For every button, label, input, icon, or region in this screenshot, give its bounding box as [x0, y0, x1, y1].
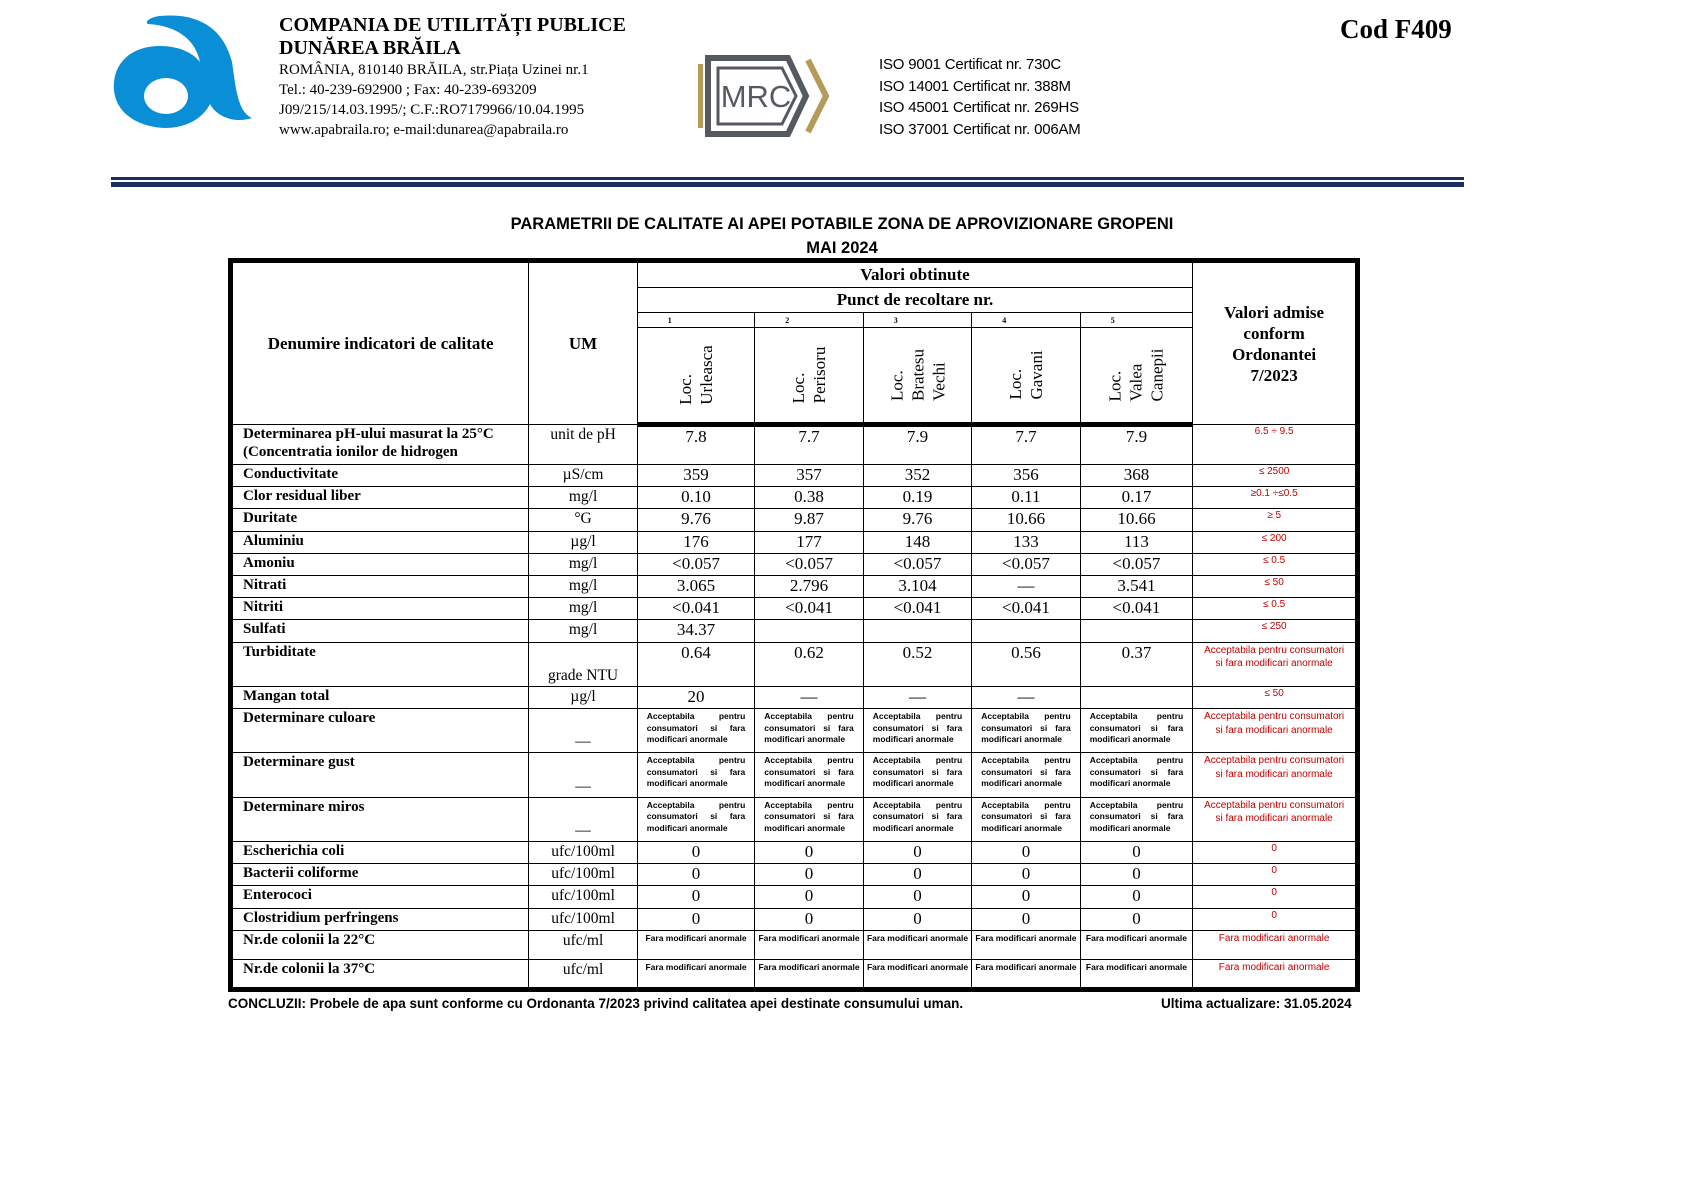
value-point-4: 0 — [972, 886, 1080, 908]
value-point-4: 0 — [972, 842, 1080, 864]
location-label-line: Bratesu — [908, 349, 927, 401]
mrc-logo-text: MRC — [720, 79, 792, 114]
indicator-name: Sulfati — [231, 620, 529, 642]
point-number-4: 4 — [972, 313, 1080, 328]
admitted-value: Acceptabila pentru consumatori si fara modificari anormale — [1193, 642, 1358, 686]
value-point-4: 356 — [972, 465, 1080, 487]
unit-of-measure: ufc/ml — [529, 960, 637, 990]
location-label-line: Loc. — [887, 370, 906, 401]
admitted-value: Fara modificari anormale — [1193, 960, 1358, 990]
value-point-1: 0 — [637, 886, 755, 908]
value-point-1: Acceptabila pentru consumatori si fara modificari anormale — [637, 797, 755, 841]
value-point-1: 9.76 — [637, 509, 755, 531]
value-point-4: — — [972, 575, 1080, 597]
value-point-5: 113 — [1080, 531, 1193, 553]
location-label-line: Loc. — [1105, 370, 1125, 402]
value-point-1: 7.8 — [637, 425, 755, 465]
location-label-line: Gavani — [1026, 350, 1046, 400]
title-line-2: MAI 2024 — [806, 239, 878, 257]
location-label — [886, 349, 949, 401]
company-info — [279, 14, 699, 140]
iso-14001: ISO 14001 Certificat nr. 388M — [879, 77, 1071, 95]
table-row — [231, 908, 1358, 930]
table-row — [231, 509, 1358, 531]
um-column-header: UM — [529, 261, 637, 425]
value-point-1: 34.37 — [637, 620, 755, 642]
value-point-5: 0.37 — [1080, 642, 1193, 686]
unit-of-measure: mg/l — [529, 553, 637, 575]
indicator-name: Nitrati — [231, 575, 529, 597]
table-row — [231, 553, 1358, 575]
value-point-3: <0.057 — [863, 553, 971, 575]
value-point-5: 0 — [1080, 842, 1193, 864]
iso-9001: ISO 9001 Certificat nr. 730C — [879, 56, 1061, 73]
value-point-3: 0.19 — [863, 487, 971, 509]
indicator-name: Conductivitate — [231, 465, 529, 487]
last-update-text: Ultima actualizare: 31.05.2024 — [1161, 996, 1352, 1011]
indicator-name: Bacterii coliforme — [231, 864, 529, 886]
value-point-3: Fara modificari anormale — [863, 960, 971, 990]
indicator-name: Nr.de colonii la 37°C — [231, 960, 529, 990]
location-label-line: Canepii — [1147, 348, 1167, 402]
value-point-5: <0.041 — [1080, 598, 1193, 620]
location-label-line: Loc. — [1005, 368, 1025, 400]
value-point-1: <0.041 — [637, 598, 755, 620]
indicator-name: Escherichia coli — [231, 842, 529, 864]
table-row — [231, 642, 1358, 686]
unit-of-measure: ufc/100ml — [529, 842, 637, 864]
table-row — [231, 797, 1358, 841]
location-label — [1105, 349, 1168, 402]
unit-of-measure: mg/l — [529, 598, 637, 620]
unit-of-measure: — — [529, 709, 637, 753]
value-point-4: <0.041 — [972, 598, 1080, 620]
value-point-5: 368 — [1080, 465, 1193, 487]
value-point-4: Fara modificari anormale — [972, 930, 1080, 960]
indicator-name: Determinare culoare — [231, 709, 529, 753]
unit-of-measure: °G — [529, 509, 637, 531]
value-point-2: 357 — [755, 465, 863, 487]
value-point-2: 0 — [755, 842, 863, 864]
indicator-name: Mangan total — [231, 686, 529, 708]
form-code: Cod F409 — [1340, 14, 1452, 44]
value-point-5: Fara modificari anormale — [1080, 960, 1193, 990]
value-point-5: 7.9 — [1080, 425, 1193, 465]
admitted-value: ≤ 50 — [1193, 686, 1358, 708]
indicator-name: Determinarea pH-ului masurat la 25°C (Concentratia ionilor de hidrogen — [231, 425, 529, 465]
value-point-1: Fara modificari anormale — [637, 960, 755, 990]
location-label-line: Loc. — [676, 374, 696, 405]
indicator-name: Amoniu — [231, 553, 529, 575]
unit-of-measure: mg/l — [529, 620, 637, 642]
table-row — [231, 753, 1358, 797]
company-name: COMPANIA DE UTILITĂȚI PUBLICE — [279, 14, 626, 36]
value-point-4: Acceptabila pentru consumatori si fara modificari anormale — [972, 797, 1080, 841]
value-point-2: Fara modificari anormale — [755, 960, 863, 990]
admitted-value: 0 — [1193, 842, 1358, 864]
value-point-3 — [863, 620, 971, 642]
indicator-column-header: Denumire indicatori de calitate — [231, 261, 529, 425]
value-point-2: Acceptabila pentru consumatori si fara modificari anormale — [755, 709, 863, 753]
company-name-city: DUNĂREA BRĂILA — [279, 37, 461, 59]
value-point-3: Acceptabila pentru consumatori si fara modificari anormale — [863, 709, 971, 753]
unit-of-measure: mg/l — [529, 575, 637, 597]
value-point-3: 0 — [863, 842, 971, 864]
sampling-points-header: Punct de recoltare nr. — [637, 288, 1192, 313]
unit-of-measure: µS/cm — [529, 465, 637, 487]
admitted-value: ≤ 50 — [1193, 575, 1358, 597]
value-point-1: 3.065 — [637, 575, 755, 597]
unit-of-measure: ufc/100ml — [529, 886, 637, 908]
value-point-2: 0.62 — [755, 642, 863, 686]
value-point-2: 7.7 — [755, 425, 863, 465]
quality-parameters-table — [228, 258, 1360, 992]
admitted-value: ≤ 200 — [1193, 531, 1358, 553]
value-point-2: 9.87 — [755, 509, 863, 531]
location-label — [788, 347, 830, 404]
value-point-1: Fara modificari anormale — [637, 930, 755, 960]
value-point-5: 0 — [1080, 864, 1193, 886]
value-point-4: 7.7 — [972, 425, 1080, 465]
company-phone: Tel.: 40-239-692900 ; Fax: 40-239-693209 — [279, 82, 537, 98]
header-divider — [111, 177, 1464, 180]
unit-of-measure: ufc/ml — [529, 930, 637, 960]
value-point-4 — [972, 620, 1080, 642]
document-title — [0, 212, 1684, 260]
table-row — [231, 575, 1358, 597]
value-point-2: <0.057 — [755, 553, 863, 575]
value-point-5: 0.17 — [1080, 487, 1193, 509]
unit-of-measure: µg/l — [529, 531, 637, 553]
location-label-line: Valea — [1126, 363, 1146, 402]
value-point-4: Fara modificari anormale — [972, 960, 1080, 990]
value-point-2: Acceptabila pentru consumatori si fara modificari anormale — [755, 797, 863, 841]
iso-37001: ISO 37001 Certificat nr. 006AM — [879, 120, 1081, 138]
value-point-2: 0.38 — [755, 487, 863, 509]
unit-of-measure: grade NTU — [529, 642, 637, 686]
table-row — [231, 709, 1358, 753]
indicator-name: Nr.de colonii la 22°C — [231, 930, 529, 960]
value-point-4: — — [972, 686, 1080, 708]
location-label-line: Vechi — [929, 362, 948, 401]
point-number-2: 2 — [755, 313, 863, 328]
unit-of-measure: µg/l — [529, 686, 637, 708]
value-point-3: Fara modificari anormale — [863, 930, 971, 960]
value-point-1: 359 — [637, 465, 755, 487]
company-logo — [112, 14, 252, 130]
value-point-3: 0 — [863, 908, 971, 930]
values-obtained-header: Valori obtinute — [637, 261, 1192, 288]
value-point-3: — — [863, 686, 971, 708]
header-divider-thick — [111, 182, 1464, 187]
value-point-1: 176 — [637, 531, 755, 553]
value-point-1: 0 — [637, 908, 755, 930]
admitted-value: ≥0.1 ÷≤0.5 — [1193, 487, 1358, 509]
value-point-1: Acceptabila pentru consumatori si fara modificari anormale — [637, 753, 755, 797]
value-point-2: 0 — [755, 886, 863, 908]
unit-of-measure: unit de pH — [529, 425, 637, 465]
value-point-1: 0 — [637, 842, 755, 864]
value-point-3: 0 — [863, 864, 971, 886]
value-point-2: 0 — [755, 864, 863, 886]
admitted-value: ≤ 250 — [1193, 620, 1358, 642]
location-label — [675, 345, 717, 404]
indicator-name: Nitriti — [231, 598, 529, 620]
point-location-1 — [637, 328, 755, 425]
value-point-5: 10.66 — [1080, 509, 1193, 531]
title-line-1: PARAMETRII DE CALITATE AI APEI POTABILE ZONA DE APROVIZIONARE GROPENI — [510, 215, 1174, 233]
value-point-4: Acceptabila pentru consumatori si fara modificari anormale — [972, 709, 1080, 753]
value-point-5: Acceptabila pentru consumatori si fara modificari anormale — [1080, 709, 1193, 753]
value-point-1: 20 — [637, 686, 755, 708]
table-row — [231, 930, 1358, 960]
iso-45001: ISO 45001 Certificat nr. 269HS — [879, 99, 1079, 116]
table-row — [231, 465, 1358, 487]
value-point-3: 3.104 — [863, 575, 971, 597]
indicator-name: Enterococi — [231, 886, 529, 908]
table-row — [231, 487, 1358, 509]
value-point-1: 0.64 — [637, 642, 755, 686]
value-point-4: 0 — [972, 908, 1080, 930]
value-point-2: 2.796 — [755, 575, 863, 597]
admitted-value: ≤ 0.5 — [1193, 553, 1358, 575]
unit-of-measure: ufc/100ml — [529, 864, 637, 886]
indicator-name: Determinare gust — [231, 753, 529, 797]
table-row — [231, 842, 1358, 864]
value-point-3: 9.76 — [863, 509, 971, 531]
value-point-3: 0.52 — [863, 642, 971, 686]
point-number-5: 5 — [1080, 313, 1193, 328]
company-registration: J09/215/14.03.1995/; C.F.:RO7179966/10.04.1995 — [279, 102, 585, 118]
admitted-value: ≤ 0.5 — [1193, 598, 1358, 620]
admitted-value: 6.5 ÷ 9.5 — [1193, 425, 1358, 465]
point-location-3 — [863, 328, 971, 425]
point-number-3: 3 — [863, 313, 971, 328]
table-row — [231, 960, 1358, 990]
value-point-2: — — [755, 686, 863, 708]
value-point-2: Acceptabila pentru consumatori si fara modificari anormale — [755, 753, 863, 797]
indicator-name: Clor residual liber — [231, 487, 529, 509]
unit-of-measure: ufc/100ml — [529, 908, 637, 930]
value-point-4: 133 — [972, 531, 1080, 553]
value-point-5: Acceptabila pentru consumatori si fara modificari anormale — [1080, 753, 1193, 797]
value-point-3: <0.041 — [863, 598, 971, 620]
admitted-value: 0 — [1193, 886, 1358, 908]
admitted-value: ≤ 2500 — [1193, 465, 1358, 487]
value-point-3: 7.9 — [863, 425, 971, 465]
value-point-5 — [1080, 620, 1193, 642]
admitted-value: 0 — [1193, 864, 1358, 886]
value-point-1: <0.057 — [637, 553, 755, 575]
indicator-name: Clostridium perfringens — [231, 908, 529, 930]
value-point-5: 0 — [1080, 886, 1193, 908]
value-point-1: 0.10 — [637, 487, 755, 509]
admitted-value: Acceptabila pentru consumatori si fara modificari anormale — [1193, 753, 1358, 797]
company-web: www.apabraila.ro; e-mail:dunarea@apabraila.ro — [279, 122, 569, 138]
point-number-1: 1 — [637, 313, 755, 328]
iso-certifications — [879, 54, 1081, 140]
location-label-line: Loc. — [789, 372, 809, 404]
admitted-value: Fara modificari anormale — [1193, 930, 1358, 960]
value-point-5 — [1080, 686, 1193, 708]
value-point-3: Acceptabila pentru consumatori si fara modificari anormale — [863, 797, 971, 841]
value-point-2 — [755, 620, 863, 642]
value-point-2: 0 — [755, 908, 863, 930]
conclusion-text: CONCLUZII: Probele de apa sunt conforme cu Ordonanta 7/2023 privind calitatea apei destinate consumului uman. — [228, 996, 964, 1011]
value-point-4: Acceptabila pentru consumatori si fara modificari anormale — [972, 753, 1080, 797]
table-row — [231, 620, 1358, 642]
admitted-value: Acceptabila pentru consumatori si fara modificari anormale — [1193, 797, 1358, 841]
value-point-5: <0.057 — [1080, 553, 1193, 575]
value-point-1: Acceptabila pentru consumatori si fara modificari anormale — [637, 709, 755, 753]
value-point-5: Fara modificari anormale — [1080, 930, 1193, 960]
indicator-name: Determinare miros — [231, 797, 529, 841]
value-point-5: Acceptabila pentru consumatori si fara modificari anormale — [1080, 797, 1193, 841]
indicator-name: Aluminiu — [231, 531, 529, 553]
point-location-5 — [1080, 328, 1193, 425]
value-point-1: 0 — [637, 864, 755, 886]
value-point-4: 10.66 — [972, 509, 1080, 531]
value-point-5: 0 — [1080, 908, 1193, 930]
value-point-2: 177 — [755, 531, 863, 553]
value-point-2: Fara modificari anormale — [755, 930, 863, 960]
admitted-value: 0 — [1193, 908, 1358, 930]
value-point-4: 0.56 — [972, 642, 1080, 686]
table-row — [231, 864, 1358, 886]
admitted-value: Acceptabila pentru consumatori si fara modificari anormale — [1193, 709, 1358, 753]
table-row — [231, 686, 1358, 708]
admitted-value: ≥ 5 — [1193, 509, 1358, 531]
value-point-3: 352 — [863, 465, 971, 487]
location-label — [1005, 350, 1047, 399]
mrc-certification-logo — [696, 46, 831, 146]
value-point-3: 148 — [863, 531, 971, 553]
value-point-3: 0 — [863, 886, 971, 908]
unit-of-measure: — — [529, 753, 637, 797]
point-location-2 — [755, 328, 863, 425]
table-row — [231, 598, 1358, 620]
value-point-5: 3.541 — [1080, 575, 1193, 597]
unit-of-measure: mg/l — [529, 487, 637, 509]
table-row — [231, 531, 1358, 553]
value-point-4: <0.057 — [972, 553, 1080, 575]
value-point-2: <0.041 — [755, 598, 863, 620]
value-point-4: 0 — [972, 864, 1080, 886]
location-label-line: Perisoru — [810, 346, 830, 404]
value-point-4: 0.11 — [972, 487, 1080, 509]
location-label-line: Urleasca — [697, 345, 717, 405]
unit-of-measure: — — [529, 797, 637, 841]
indicator-name: Turbiditate — [231, 642, 529, 686]
admitted-values-header: Valori admise conform Ordonantei 7/2023 — [1193, 261, 1358, 425]
point-location-4 — [972, 328, 1080, 425]
value-point-3: Acceptabila pentru consumatori si fara modificari anormale — [863, 753, 971, 797]
indicator-name: Duritate — [231, 509, 529, 531]
table-row — [231, 886, 1358, 908]
company-address: ROMÂNIA, 810140 BRĂILA, str.Piața Uzinei nr.1 — [279, 62, 589, 78]
table-row — [231, 425, 1358, 465]
